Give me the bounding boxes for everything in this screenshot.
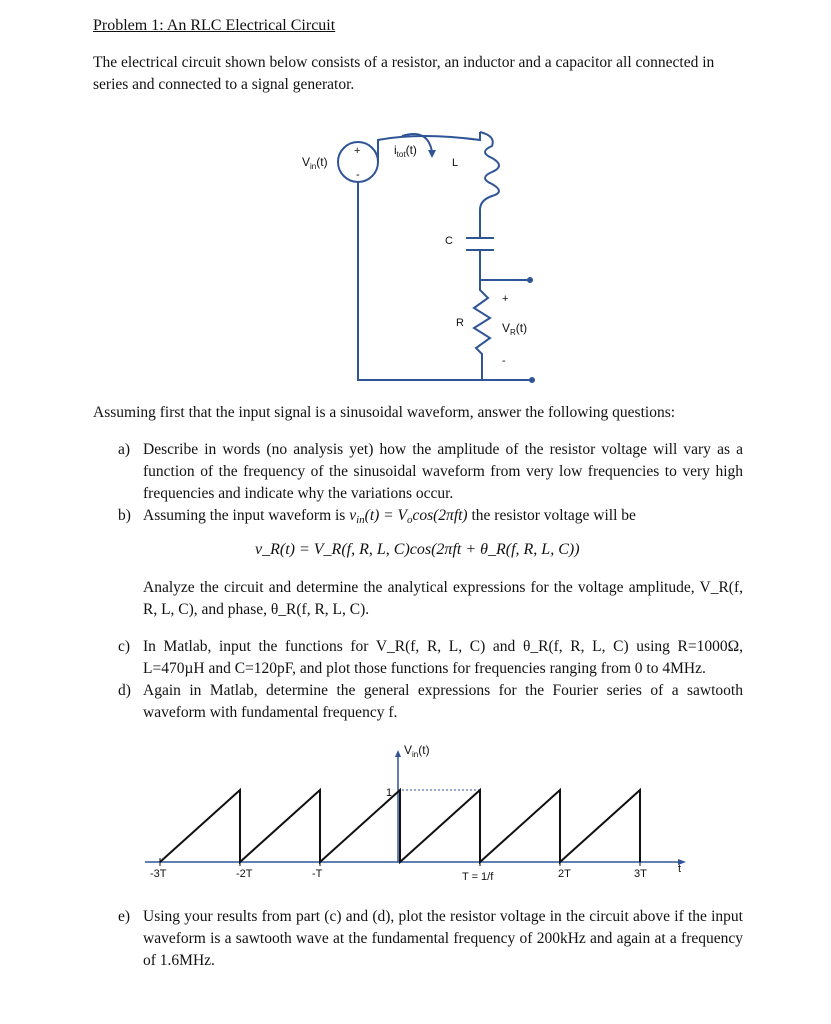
- assumption-paragraph: Assuming first that the input signal is a sinusoidal waveform, answer the following questions:: [93, 404, 676, 421]
- tick-label-minus-t: -T: [312, 868, 323, 880]
- tick-label-minus-3t: -3T: [150, 868, 167, 880]
- source-minus: -: [356, 169, 360, 181]
- question-e-label: e): [118, 908, 131, 925]
- tick-label-t: T = 1/f: [462, 871, 494, 883]
- wire-left: [358, 180, 482, 380]
- resistor-zigzag: [474, 280, 490, 380]
- question-c-text: In Matlab, input the functions for V_R(f, R, L, C) and θ_R(f, R, L, C) using R=1000Ω, L=470µH and C=120pF, and plot those functions for frequencies ranging from 0 to 4MHz.: [143, 638, 743, 677]
- resistor-label: R: [456, 317, 464, 329]
- terminal-bottom-dot: [529, 377, 535, 383]
- question-a: [118, 439, 743, 505]
- inductor-coil: [480, 132, 499, 210]
- rlc-circuit-diagram: [290, 120, 550, 390]
- sawtooth-trace: [160, 790, 640, 862]
- resistor-voltage-equation: v_R(t) = V_R(f, R, L, C)cos(2πft + θ_R(f, R, L, C)): [255, 541, 580, 558]
- question-b-analyze-text: Analyze the circuit and determine the analytical expressions for the voltage amplitude, V_R(f, R, L, C), and phase, θ_R(f, R, L, C).: [143, 579, 743, 618]
- question-d: [118, 680, 743, 724]
- question-b-label: b): [118, 507, 131, 524]
- question-e: [118, 906, 743, 972]
- question-a-text: Describe in words (no analysis yet) how the amplitude of the resistor voltage will vary as a function of the frequency of the sinusoidal waveform from very low frequencies to very high frequencies and indicate why the variations occur.: [143, 441, 743, 502]
- plot-y-label: $V_{in}(t)$: [404, 743, 430, 759]
- tick-label-2t: 2T: [558, 868, 571, 880]
- inductor-label: L: [452, 157, 459, 169]
- y-axis-arrow-icon: [395, 750, 401, 757]
- plot-x-label: t: [678, 863, 682, 875]
- question-d-text: Again in Matlab, determine the general expressions for the Fourier series of a sawtooth waveform with fundamental frequency f.: [143, 682, 743, 721]
- wire-capacitor-resistor: [480, 250, 530, 280]
- question-a-label: a): [118, 441, 131, 458]
- question-c: [118, 636, 743, 680]
- vr-minus: -: [502, 355, 506, 367]
- source-plus: +: [354, 145, 361, 157]
- question-b: [118, 505, 743, 527]
- capacitor-label: C: [445, 235, 453, 247]
- question-b-text: Assuming the input waveform is $v_{in}(t) = V_o\cos(2\pi ft)$ the resistor voltage will be: [143, 507, 636, 526]
- vin-label: $V_{in}(t)$: [302, 155, 328, 171]
- terminal-top-dot: [527, 277, 533, 283]
- question-b-analyze: [118, 577, 743, 621]
- vr-label: $V_R(t)$: [502, 321, 528, 337]
- intro-paragraph: The electrical circuit shown below consists of a resistor, an inductor and a capacitor all connected in series and connected to a signal generator.: [93, 54, 715, 93]
- tick-label-minus-2t: -2T: [236, 868, 253, 880]
- question-d-label: d): [118, 682, 131, 699]
- tick-label-3t: 3T: [634, 868, 647, 880]
- vr-plus: +: [502, 293, 509, 305]
- question-e-text: Using your results from part (c) and (d), plot the resistor voltage in the circuit above if the input waveform is a sawtooth wave at the fundamental frequency of 200kHz and again at a frequency of 1.6MHz.: [143, 908, 743, 969]
- question-c-label: c): [118, 638, 131, 655]
- problem-title: Problem 1: An RLC Electrical Circuit: [93, 17, 336, 34]
- plot-level-one: 1: [386, 787, 393, 799]
- sawtooth-waveform-plot: [140, 738, 700, 888]
- itot-label: $i_{tot}(t)$: [394, 143, 417, 159]
